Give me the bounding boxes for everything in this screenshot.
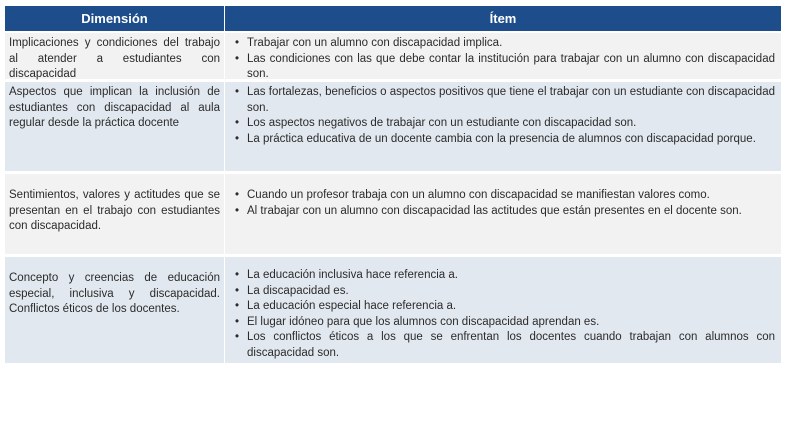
item-bullet: • Las condiciones con las que debe contar la institución para trabajar con un alumno con discapacidad son. xyxy=(233,52,775,83)
item-bullet: • Los aspectos negativos de trabajar con un estudiante con discapacidad son. xyxy=(233,116,775,132)
item-bullet: • Los conflictos éticos a los que se enfrentan los docentes cuando trabajan con alumnos con discapacidad son. xyxy=(233,330,775,361)
table-row xyxy=(5,82,781,171)
dimension-cell: Sentimientos, valores y actitudes que se presentan en el trabajo con estudiantes con discapacidad. xyxy=(5,174,225,254)
dimension-cell: Concepto y creencias de educación especial, inclusiva y discapacidad. Conflictos éticos de los docentes. xyxy=(5,257,225,363)
item-cell xyxy=(225,82,781,171)
item-bullet: • Cuando un profesor trabaja con un alumno con discapacidad se manifiestan valores como. xyxy=(233,188,775,204)
dimension-cell: Implicaciones y condiciones del trabajo al atender a estudiantes con discapacidad xyxy=(5,33,225,79)
table-row xyxy=(5,33,781,79)
item-cell xyxy=(225,174,781,254)
table-row xyxy=(5,257,781,363)
item-bullet: • La discapacidad es. xyxy=(233,284,775,300)
item-bullet: • La educación inclusiva hace referencia a. xyxy=(233,268,775,284)
item-bullet: • La educación especial hace referencia a. xyxy=(233,299,775,315)
dimension-cell: Aspectos que implican la inclusión de estudiantes con discapacidad al aula regular desde la práctica docente xyxy=(5,82,225,171)
item-bullet: • El lugar idóneo para que los alumnos con discapacidad aprendan es. xyxy=(233,315,775,331)
item-cell xyxy=(225,33,781,79)
table-row xyxy=(5,174,781,254)
table-header xyxy=(5,6,781,33)
item-cell xyxy=(225,257,781,363)
item-bullet: • Las fortalezas, beneficios o aspectos positivos que tiene el trabajar con un estudiante con discapacidad son. xyxy=(233,85,775,116)
item-bullet: • Al trabajar con un alumno con discapacidad las actitudes que están presentes en el docente son. xyxy=(233,204,775,220)
header-item: Ítem xyxy=(489,11,517,26)
item-bullet: • La práctica educativa de un docente cambia con la presencia de alumnos con discapacidad porque. xyxy=(233,132,775,148)
item-bullet: • Trabajar con un alumno con discapacidad implica. xyxy=(233,36,775,52)
header-dimension: Dimensión xyxy=(5,6,225,31)
dimension-item-table xyxy=(5,6,781,363)
